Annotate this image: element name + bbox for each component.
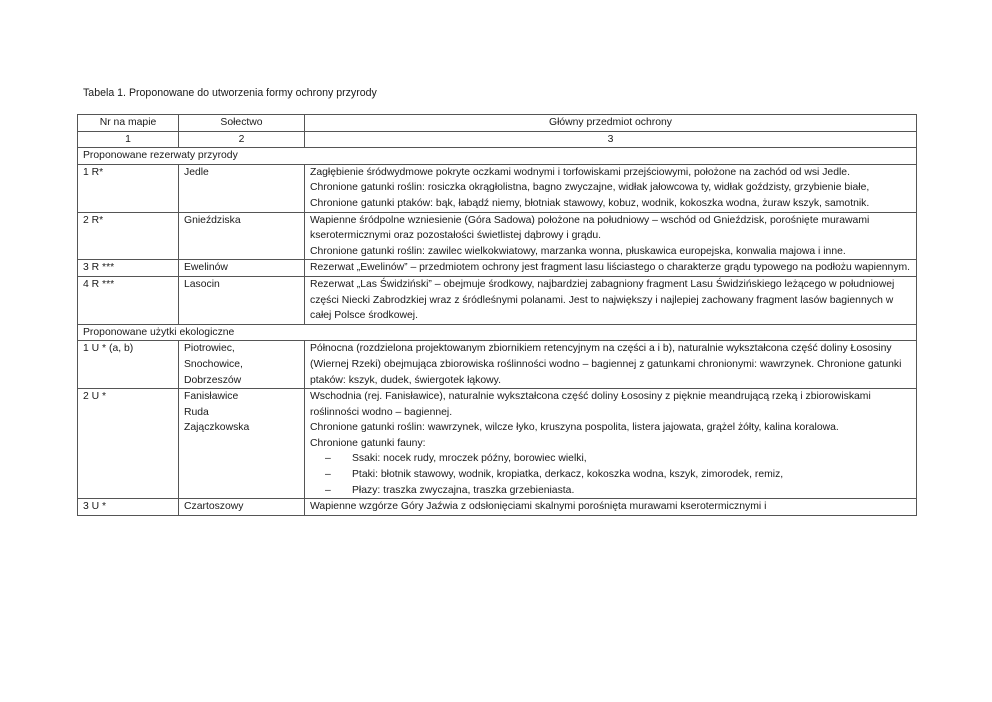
description-paragraph: Wapienne wzgórze Góry Jaźwia z odsłonięciami skalnymi porośnięta murawami kserotermicznymi i	[310, 501, 767, 513]
section-title: Proponowane rezerwaty przyrody	[78, 148, 917, 165]
row-solectwo	[179, 212, 305, 260]
row-nr: 1 U * (a, b)	[78, 341, 179, 389]
row-solectwo	[179, 341, 305, 389]
table-caption: Tabela 1. Proponowane do utworzenia formy ochrony przyrody	[83, 87, 377, 99]
description-paragraph: Zagłębienie śródwydmowe pokryte oczkami wodnymi i torfowiskami przejściowymi, położone na zachód od wsi Jedle.	[310, 166, 850, 178]
header-number-row	[78, 131, 917, 148]
protection-table	[77, 114, 917, 516]
header-number: 1	[78, 131, 179, 148]
table-row	[78, 341, 917, 389]
solectwo-line: Piotrowiec,	[184, 343, 235, 355]
table-row	[78, 389, 917, 499]
list-item: – Ssaki: nocek rudy, mroczek późny, borowiec wielki,	[325, 451, 911, 467]
row-description	[305, 260, 917, 277]
description-paragraph: Północna (rozdzielona projektowanym zbiornikiem retencyjnym na części a i b), naturalnie wykształcona część doliny Łososiny (Wiernej Rzeki) obejmująca zbiorowiska roślinności wodno – bagiennej z gatunkami chronionymi: wawrzynek. Chronione gatunki ptaków: kszyk, dudek, świergotek łąkowy.	[310, 343, 902, 386]
description-paragraph: Wapienne śródpolne wzniesienie (Góra Sadowa) położone na południowy – wschód od Gnieździsk, porośnięte murawami kserotermicznymi oraz pozostałości świetlistej dąbrowy i grądu.	[310, 214, 870, 242]
row-solectwo	[179, 276, 305, 324]
row-nr: 3 R ***	[78, 260, 179, 277]
solectwo-line: Gnieździska	[184, 214, 241, 226]
row-nr: 4 R ***	[78, 276, 179, 324]
solectwo-line: Dobrzeszów	[184, 374, 242, 386]
description-paragraph: Chronione gatunki roślin: zawilec wielkokwiatowy, marzanka wonna, płuskawica europejska, konwalia majowa i inne.	[310, 245, 846, 257]
row-solectwo	[179, 389, 305, 499]
solectwo-line: Zajączkowska	[184, 422, 250, 434]
row-nr: 2 U *	[78, 389, 179, 499]
solectwo-line: Jedle	[184, 166, 209, 178]
header-number: 3	[305, 131, 917, 148]
description-paragraph: Wschodnia (rej. Fanisławice), naturalnie wykształcona część doliny Łososiny z pięknie meandrującą rzeką i zbiorowiskami roślinności wodno – bagiennej.	[310, 391, 871, 418]
solectwo-line: Lasocin	[184, 278, 220, 290]
row-solectwo	[179, 499, 305, 516]
list-item: – Płazy: traszka zwyczajna, traszka grzebieniasta.	[325, 483, 911, 499]
header-przedmiot: Główny przedmiot ochrony	[305, 115, 917, 132]
solectwo-line: Czartoszowy	[184, 501, 244, 513]
description-paragraph: Chronione gatunki ptaków: bąk, łabądź niemy, błotniak stawowy, kobuz, wodnik, kokoszka wodna, żuraw kszyk, samotnik.	[310, 197, 870, 209]
row-description	[305, 164, 917, 212]
section-title: Proponowane użytki ekologiczne	[78, 324, 917, 341]
table-row	[78, 212, 917, 260]
row-description	[305, 499, 917, 516]
table-row	[78, 260, 917, 277]
description-paragraph: Chronione gatunki roślin: rosiczka okrągłolistna, bagno zwyczajne, widłak jałowcowa ty, widłak goździsty, grzybienie białe,	[310, 182, 870, 194]
description-paragraph: Rezerwat „Ewelinów” – przedmiotem ochrony jest fragment lasu liściastego o charakterze grądu typowego na podłożu wapiennym.	[310, 262, 911, 274]
description-paragraph: Chronione gatunki fauny:	[310, 437, 426, 449]
header-nr: Nr na mapie	[78, 115, 179, 132]
solectwo-line: Ruda	[184, 406, 209, 418]
solectwo-line: Ewelinów	[184, 262, 228, 274]
row-nr: 2 R*	[78, 212, 179, 260]
row-description	[305, 389, 917, 499]
header-solectwo: Sołectwo	[179, 115, 305, 132]
fauna-list	[310, 451, 911, 498]
table-row	[78, 276, 917, 324]
row-solectwo	[179, 260, 305, 277]
solectwo-line: Fanisławice	[184, 391, 239, 403]
description-paragraph: Chronione gatunki roślin: wawrzynek, wilcze łyko, kruszyna pospolita, listera jajowata, grążel żółty, kalina koralowa.	[310, 422, 839, 434]
row-solectwo	[179, 164, 305, 212]
section-row	[78, 324, 917, 341]
row-description	[305, 341, 917, 389]
table-row	[78, 164, 917, 212]
solectwo-line: Snochowice,	[184, 358, 243, 370]
description-paragraph: Rezerwat „Las Świdziński” – obejmuje środkowy, najbardziej zabagniony fragment Lasu Świdzińskiego leżącego w południowej części Niecki Zabrodzkiej wraz z śródleśnymi polanami. Jest to największy i najlepiej zachowany fragment lasów bagiennych w całej Polsce środkowej.	[310, 278, 895, 322]
header-row	[78, 115, 917, 132]
row-description	[305, 276, 917, 324]
list-item: – Ptaki: błotnik stawowy, wodnik, kropiatka, derkacz, kokoszka wodna, kszyk, zimorodek, remiz,	[325, 467, 911, 483]
table-row	[78, 499, 917, 516]
section-row	[78, 148, 917, 165]
row-nr: 3 U *	[78, 499, 179, 516]
header-number: 2	[179, 131, 305, 148]
row-nr: 1 R*	[78, 164, 179, 212]
row-description	[305, 212, 917, 260]
